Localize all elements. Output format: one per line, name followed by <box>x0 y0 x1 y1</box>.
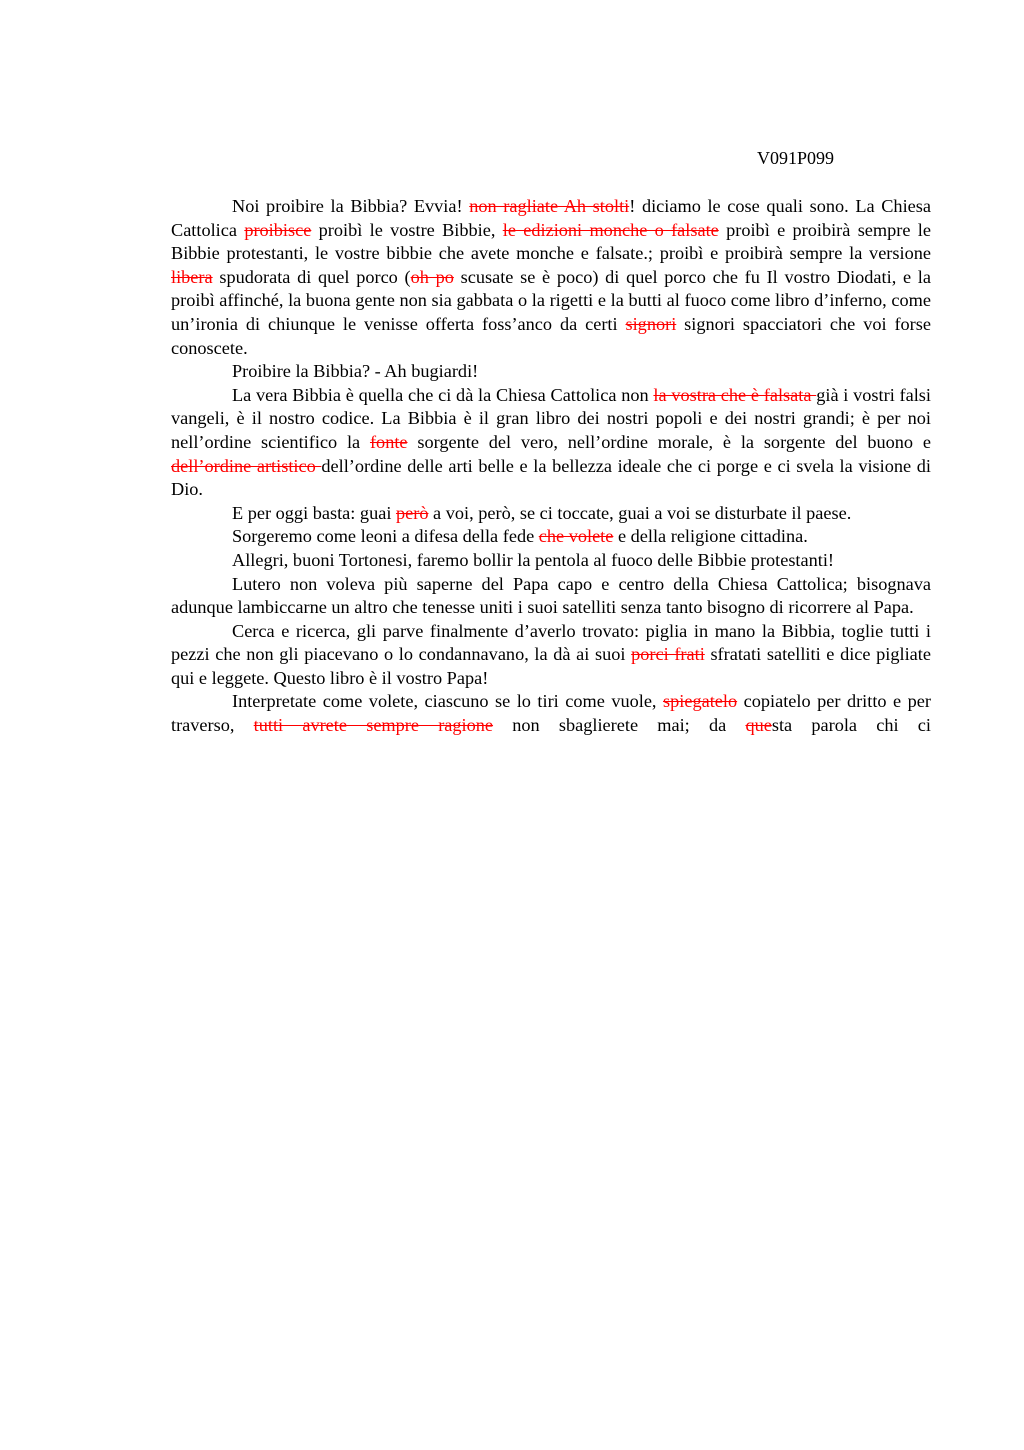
text-run: a voi, però, se ci toccate, guai a voi se disturbate il paese. <box>428 502 852 523</box>
deleted-text: la vostra che è falsata <box>653 384 817 405</box>
text-run: sta parola chi ci <box>771 715 931 736</box>
paragraph <box>171 549 931 573</box>
text-run: non sbaglierete mai; da <box>493 715 746 736</box>
text-run: E per oggi basta: guai <box>232 502 396 523</box>
deleted-text: spiegatelo <box>663 691 738 712</box>
deleted-text: proibisce <box>244 219 312 240</box>
deleted-text: le edizioni monche o falsate <box>502 219 719 240</box>
text-run: copiatelo per dritto e per traverso, <box>171 691 931 736</box>
deleted-text: che volete <box>538 526 614 547</box>
text-run: Allegri, buoni Tortonesi, faremo bollir la pentola al fuoco delle Bibbie protestanti! <box>232 549 835 570</box>
page-identifier: V091P099 <box>757 148 835 168</box>
deleted-text: que <box>745 715 772 736</box>
text-run: sorgente del vero, nell’ordine morale, è la sorgente del buono e <box>407 431 931 452</box>
text-run: Proibire la Bibbia? - Ah bugiardi! <box>232 361 479 382</box>
text-run: e della religione cittadina. <box>613 526 808 547</box>
deleted-text: tutti avrete sempre ragione <box>253 715 494 736</box>
paragraph <box>171 620 931 691</box>
deleted-text: non ragliate Ah stolti <box>469 196 630 216</box>
deleted-text: però <box>395 502 429 523</box>
text-run: Sorgeremo come leoni a difesa della fede <box>232 526 539 547</box>
text-run: proibì le vostre Bibbie, <box>311 219 503 240</box>
paragraph <box>171 384 931 502</box>
paragraph <box>171 502 931 526</box>
text-run: già i vostri falsi vangeli, è il nostro codice. La Bibbia è il gran libro dei nostri popoli e dei nostri grandi; è per noi nell’ordine scientifico la <box>171 384 931 452</box>
paragraph <box>171 690 931 737</box>
text-run: dell’ordine delle arti belle e la bellezza ideale che ci porge e ci svela la visione di Dio. <box>171 455 931 500</box>
text-run: Interpretate come volete, ciascuno se lo tiri come vuole, <box>232 691 663 712</box>
text-run: sfratati satelliti e dice pigliate qui e leggete. Questo libro è il vostro Papa! <box>171 644 931 688</box>
text-run: ! diciamo le cose quali sono. La Chiesa Cattolica <box>171 196 931 240</box>
text-run: Lutero non voleva più saperne del Papa capo e centro della Chiesa Cattolica; bisognava adunque lambiccarne un altro che tenesse uniti i suoi satelliti senza tanto bisogno di ricorrere al Papa. <box>171 573 931 618</box>
document-body <box>171 195 931 738</box>
paragraph <box>171 525 931 549</box>
text-run: Noi proibire la Bibbia? Evvia! <box>232 196 470 216</box>
text-run: scusate se è poco) di quel porco che fu Il vostro Diodati, e la proibì affinché, la buona gente non sia gabbata o la rigetti e la butti al fuoco come libro d’inferno, come un’ironia di chiunque le venisse offerta foss’anco da certi <box>171 266 931 334</box>
deleted-text: libera <box>171 266 213 287</box>
deleted-text: porci frati <box>631 644 705 665</box>
paragraph <box>171 360 931 384</box>
text-run: La vera Bibbia è quella che ci dà la Chiesa Cattolica non <box>232 384 654 405</box>
deleted-text: oh po <box>410 266 454 287</box>
text-run: proibì e proibirà sempre le Bibbie protestanti, le vostre bibbie che avete monche e falsate.; proibì e proibirà sempre la versione <box>171 219 931 264</box>
text-run: Cerca e ricerca, gli parve finalmente d’averlo trovato: piglia in mano la Bibbia, toglie tutti i pezzi che non gli piacevano o lo condannavano, la dà ai suoi <box>171 620 931 665</box>
text-run: signori spacciatori che voi forse conoscete. <box>171 313 931 358</box>
deleted-text: signori <box>625 313 677 334</box>
text-run: spudorata di quel porco ( <box>212 266 411 287</box>
paragraph <box>171 573 931 620</box>
deleted-text: dell’ordine artistico <box>171 455 322 476</box>
deleted-text: fonte <box>369 431 408 452</box>
paragraph <box>171 195 931 360</box>
